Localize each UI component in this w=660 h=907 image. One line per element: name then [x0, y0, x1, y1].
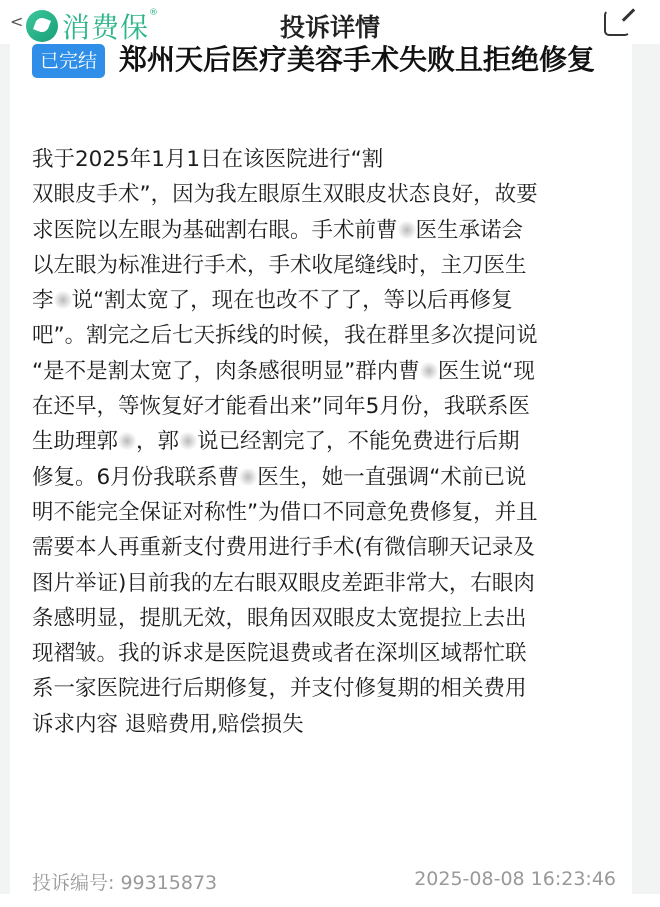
body-line	[32, 424, 632, 459]
body-line	[32, 213, 632, 248]
body-line	[32, 142, 632, 177]
redacted-name	[398, 221, 416, 239]
registered-icon: ®	[149, 8, 159, 18]
body-line	[32, 671, 632, 706]
body-text: 医生，她一直强调“术前已说	[257, 464, 527, 490]
body-line	[32, 636, 632, 671]
body-text: 医生说“现	[437, 358, 535, 384]
background	[0, 44, 10, 894]
back-button[interactable]: <	[10, 12, 24, 31]
body-line	[32, 177, 632, 212]
body-text: 我于2025年1月1日在该医院进行“割	[32, 147, 384, 172]
complaint-title	[32, 40, 632, 80]
body-text: ，郭	[136, 429, 180, 455]
body-line	[32, 707, 632, 742]
body-line	[32, 248, 632, 283]
body-text: 现褶皱。我的诉求是医院退费或者在深圳区域帮忙联	[32, 641, 527, 667]
body-text: 图片举证)目前我的左右眼双眼皮差距非常大，右眼肉	[32, 570, 535, 596]
redacted-name	[420, 362, 438, 380]
complaint-number: 投诉编号: 99315873	[32, 872, 218, 894]
body-line	[32, 460, 632, 495]
body-line	[32, 530, 632, 565]
body-text: 修复。6月份我联系曹	[32, 464, 240, 490]
redacted-name	[54, 291, 72, 309]
body-line	[32, 601, 632, 636]
body-text: 诉求内容 退赔费用,赔偿损失	[32, 711, 304, 737]
body-line	[32, 389, 632, 424]
complaint-footer	[32, 868, 616, 895]
bottom-edge	[0, 894, 660, 907]
body-text: 吧”。割完之后七天拆线的时候，我在群里多次提问说	[32, 323, 538, 349]
body-text: 双眼皮手术”，因为我左眼原生双眼皮状态良好，故要	[32, 182, 538, 208]
top-bar	[0, 0, 660, 44]
complaint-title-text: 郑州天后医疗美容手术失败且拒绝修复	[119, 43, 596, 76]
status-badge: 已完结	[32, 44, 105, 78]
body-text: 李	[32, 288, 54, 314]
redacted-name	[239, 468, 257, 486]
body-text: “是不是割太宽了，肉条感很明显”群内曹	[32, 358, 420, 384]
body-line	[32, 495, 632, 530]
body-text: 条感明显，提肌无效，眼角因双眼皮太宽提拉上去出	[32, 605, 527, 631]
logo-text: 消费保	[62, 11, 150, 44]
body-line	[32, 566, 632, 601]
redacted-name	[179, 432, 197, 450]
body-text: 生助理郭	[32, 429, 119, 455]
body-text: 明不能完全保证对称性”为借口不同意免费修复，并且	[32, 499, 538, 525]
redacted-name	[118, 432, 136, 450]
body-text: 医生承诺会	[415, 217, 524, 243]
body-text: 说已经割完了，不能免费进行后期	[197, 429, 520, 455]
background	[632, 44, 660, 894]
body-line	[32, 318, 632, 353]
body-text: 系一家医院进行后期修复，并支付修复期的相关费用	[32, 676, 527, 702]
body-text: 说“割太宽了，现在也改不了了，等以后再修复	[71, 288, 513, 314]
body-line	[32, 354, 632, 389]
body-text: 以左眼为标准进行手术，手术收尾缝线时，主刀医生	[32, 252, 527, 278]
body-line	[32, 283, 632, 318]
body-text: 求医院以左眼为基础割右眼。手术前曹	[32, 217, 398, 243]
complaint-body	[32, 142, 632, 742]
share-icon[interactable]	[604, 10, 630, 36]
body-text: 在还早，等恢复好才能看出来”同年5月份，我联系医	[32, 394, 530, 420]
complaint-timestamp: 2025-08-08 16:23:46	[414, 868, 616, 890]
page-title: 投诉详情	[279, 13, 380, 42]
body-text: 需要本人再重新支付费用进行手术(有微信聊天记录及	[32, 535, 535, 561]
